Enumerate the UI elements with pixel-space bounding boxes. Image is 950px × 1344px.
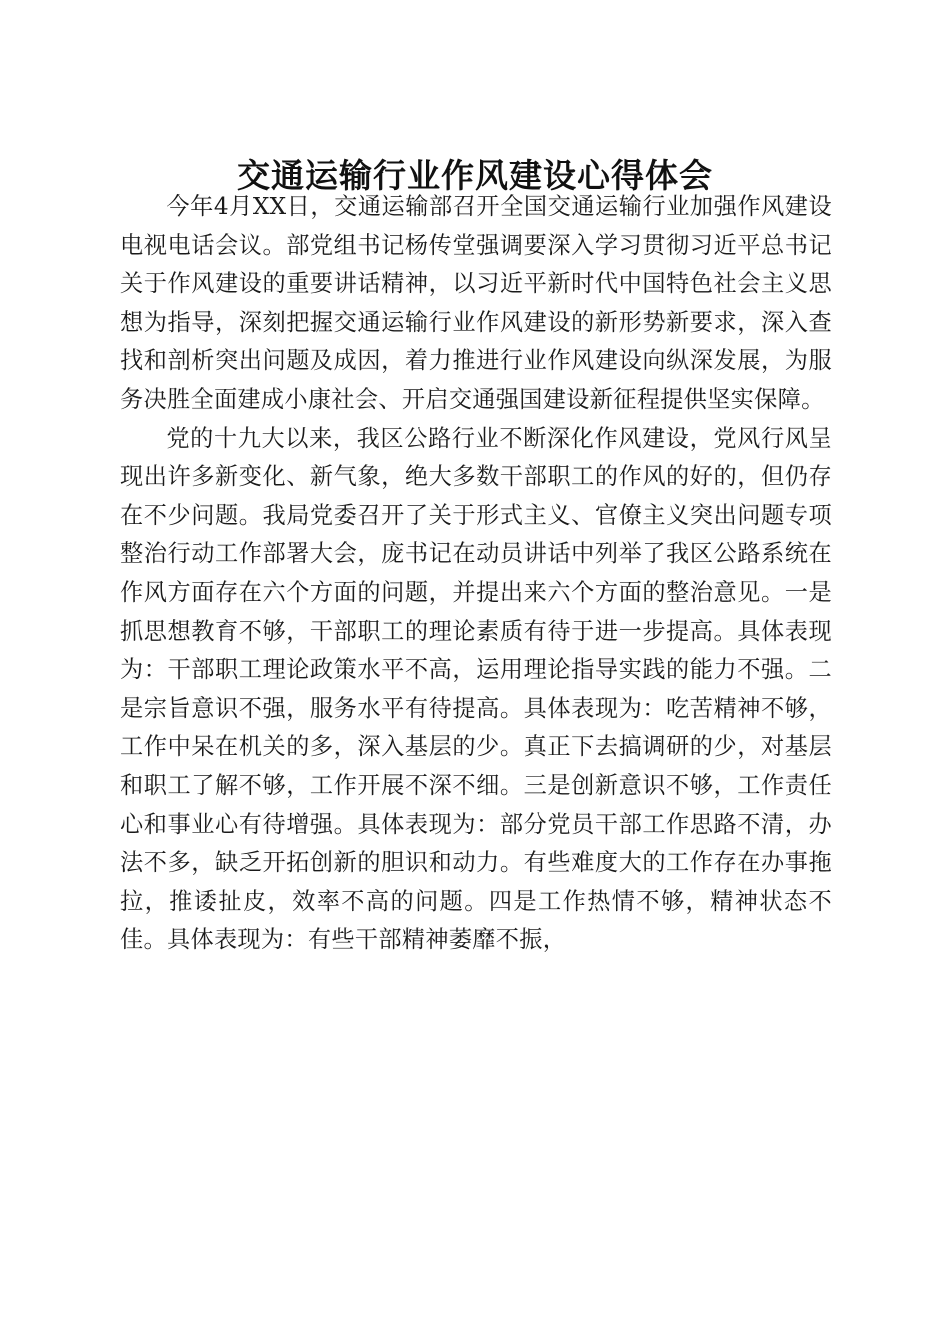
paragraph-1: 今年4月XX日，交通运输部召开全国交通运输行业加强作风建设电视电话会议。部党组书记杨传堂强调要深入学习贯彻习近平总书记关于作风建设的重要讲话精神，以习近平新时代中国特色社会主义思想为指导，深刻把握交通运输行业作风建设的新形势新要求，深入查找和剖析突出问题及成因，着力推进行业作风建设向纵深发展，为服务决胜全面建成小康社会、开启交通强国建设新征程提供坚实保障。 bbox=[120, 193, 832, 413]
document-title: 交通运输行业作风建设心得体会 bbox=[237, 156, 713, 196]
paragraph-2: 党的十九大以来，我区公路行业不断深化作风建设，党风行风呈现出许多新变化、新气象，绝大多数干部职工的作风的好的，但仍存在不少问题。我局党委召开了关于形式主义、官僚主义突出问题专项整治行动工作部署大会，庞书记在动员讲话中列举了我区公路系统在作风方面存在六个方面的问题，并提出来六个方面的整治意见。一是抓思想教育不够，干部职工的理论素质有待于进一步提高。具体表现为：干部职工理论政策水平不高，运用理论指导实践的能力不强。二是宗旨意识不强，服务水平有待提高。具体表现为：吃苦精神不够，工作中呆在机关的多，深入基层的少。真正下去搞调研的少，对基层和职工了解不够，工作开展不深不细。三是创新意识不够，工作责任心和事业心有待增强。具体表现为：部分党员干部工作思路不清，办法不多，缺乏开拓创新的胆识和动力。有些难度大的工作存在办事拖拉，推诿扯皮，效率不高的问题。四是工作热情不够，精神状态不佳。具体表现为：有些干部精神萎靡不振， bbox=[120, 424, 832, 954]
document-body bbox=[120, 188, 832, 960]
